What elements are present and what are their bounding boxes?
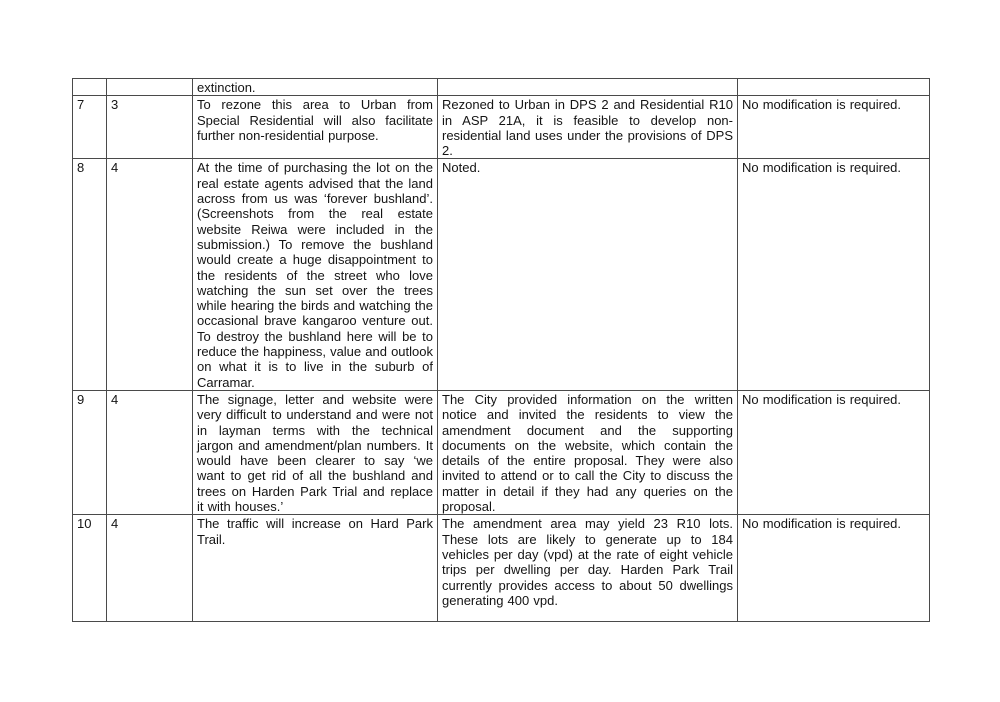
submission-number-cell: 8	[73, 159, 107, 390]
response-cell: The amendment area may yield 23 R10 lots. These lots are likely to generate up to 184 vehicles per day (vpd) at the rate of eight vehicle trips per dwelling per day. Harden Park Trail currently provides access to about 50 dwellings generating 400 vpd.	[438, 515, 738, 622]
table-row	[73, 159, 930, 390]
response-cell	[438, 79, 738, 96]
modification-cell: No modification is required.	[738, 96, 930, 159]
submission-number-cell	[73, 79, 107, 96]
submission-cell: extinction.	[193, 79, 438, 96]
modification-cell: No modification is required.	[738, 390, 930, 514]
submitter-number-cell: 3	[107, 96, 193, 159]
response-cell: Rezoned to Urban in DPS 2 and Residential R10 in ASP 21A, it is feasible to develop non-residential land uses under the provisions of DPS 2.	[438, 96, 738, 159]
submitter-number-cell	[107, 79, 193, 96]
table-row	[73, 390, 930, 514]
response-cell: The City provided information on the written notice and invited the residents to view the amendment document and the supporting documents on the website, which contain the details of the entire proposal. They were also invited to attend or to call the City to discuss the matter in detail if they had any queries on the proposal.	[438, 390, 738, 514]
table-row	[73, 79, 930, 96]
modification-cell: No modification is required.	[738, 515, 930, 622]
table-row	[73, 96, 930, 159]
submitter-number-cell: 4	[107, 515, 193, 622]
submission-cell: The traffic will increase on Hard Park Trail.	[193, 515, 438, 622]
submission-cell: To rezone this area to Urban from Special Residential will also facilitate further non-residential purpose.	[193, 96, 438, 159]
modification-cell: No modification is required.	[738, 159, 930, 390]
submission-number-cell: 7	[73, 96, 107, 159]
submission-number-cell: 9	[73, 390, 107, 514]
table-row	[73, 515, 930, 622]
submission-cell: At the time of purchasing the lot on the real estate agents advised that the land across from us was ‘forever bushland’. (Screenshots from the real estate website Reiwa were included in the submission.) To remove the bushland would create a huge disappointment to the residents of the street who love watching the sun set over the trees while hearing the birds and watching the occasional brave kangaroo venture out. To destroy the bushland here will be to reduce the happiness, value and outlook on what it is to live in the suburb of Carramar.	[193, 159, 438, 390]
modification-cell	[738, 79, 930, 96]
submitter-number-cell: 4	[107, 390, 193, 514]
submitter-number-cell: 4	[107, 159, 193, 390]
submissions-table	[72, 78, 930, 622]
submission-number-cell: 10	[73, 515, 107, 622]
response-cell: Noted.	[438, 159, 738, 390]
submission-cell: The signage, letter and website were very difficult to understand and were not in layman terms with the technical jargon and amendment/plan numbers. It would have been clearer to say ‘we want to get rid of all the bushland and trees on Harden Park Trial and replace it with houses.’	[193, 390, 438, 514]
